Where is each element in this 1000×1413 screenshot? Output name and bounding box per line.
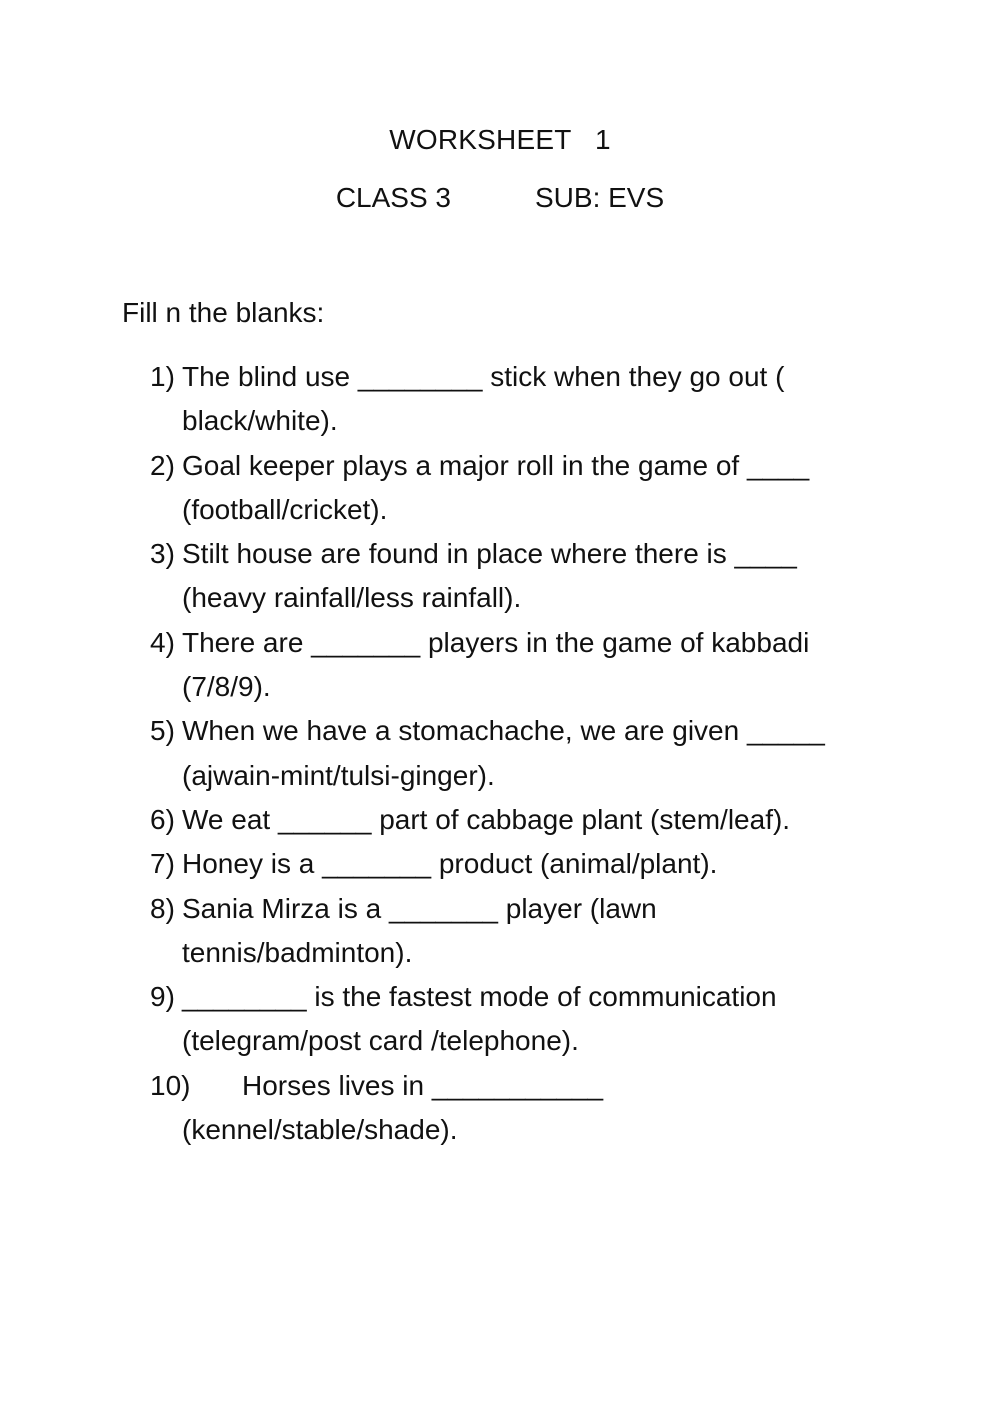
question-line-2: tennis/badminton). [182,936,413,968]
question-line-1: When we have a stomachache, we are given _____ [182,715,825,747]
question-line-2: (football/cricket). [182,493,388,525]
question-line-1: Stilt house are found in place where there is ____ [182,538,797,570]
question-line-2: (7/8/9). [182,671,271,703]
question-3 [150,532,890,621]
question-number: 6) [150,803,175,835]
question-line-1: ________ is the fastest mode of communication [182,981,777,1013]
question-line-2: (telegram/post card /telephone). [182,1025,579,1057]
question-line-1: There are _______ players in the game of kabbadi [182,626,810,658]
question-line-1: Sania Mirza is a _______ player (lawn [182,892,657,924]
subject-label: SUB: EVS [535,182,665,213]
question-line-1: Goal keeper plays a major roll in the game of ____ [182,449,810,481]
question-line-1: Honey is a _______ product (animal/plant). [182,848,718,880]
question-list [150,355,890,1152]
question-line-1: Horses lives in ___________ [242,1069,604,1101]
question-text [182,709,890,798]
question-9 [150,975,890,1064]
class-label: CLASS 3 [335,182,451,213]
question-line-1: The blind use ________ stick when they go out ( [182,361,785,392]
question-number: 3) [150,538,175,570]
question-text [182,842,890,886]
question-line-2: (kennel/stable/shade). [182,1114,458,1146]
question-line-2: black/white). [182,405,338,437]
question-text [182,532,890,621]
question-number: 10) [150,1069,191,1101]
question-text [182,1064,890,1153]
question-text [182,798,890,842]
question-text [182,621,890,710]
question-5 [150,709,890,798]
question-number: 7) [150,848,175,880]
question-number: 1) [150,361,175,392]
question-number: 5) [150,715,175,747]
question-2 [150,444,890,533]
question-number: 8) [150,892,175,924]
question-number: 4) [150,626,175,658]
question-6 [150,798,890,842]
question-number: 2) [150,449,175,481]
question-4 [150,621,890,710]
class-subject-row [0,182,1000,214]
question-1 [150,355,890,444]
question-10 [150,1064,890,1153]
question-text [182,355,890,444]
question-line-2: (ajwain-mint/tulsi-ginger). [182,759,495,791]
instruction-text: Fill n the blanks: [122,297,325,328]
question-8 [150,887,890,976]
question-number: 9) [150,981,175,1013]
worksheet-title: WORKSHEET 1 [389,124,611,155]
question-line-1: We eat ______ part of cabbage plant (stem/leaf). [182,803,791,835]
question-text [182,887,890,976]
question-7 [150,842,890,886]
question-text [182,444,890,533]
question-line-2: (heavy rainfall/less rainfall). [182,582,522,614]
question-text [182,975,890,1064]
